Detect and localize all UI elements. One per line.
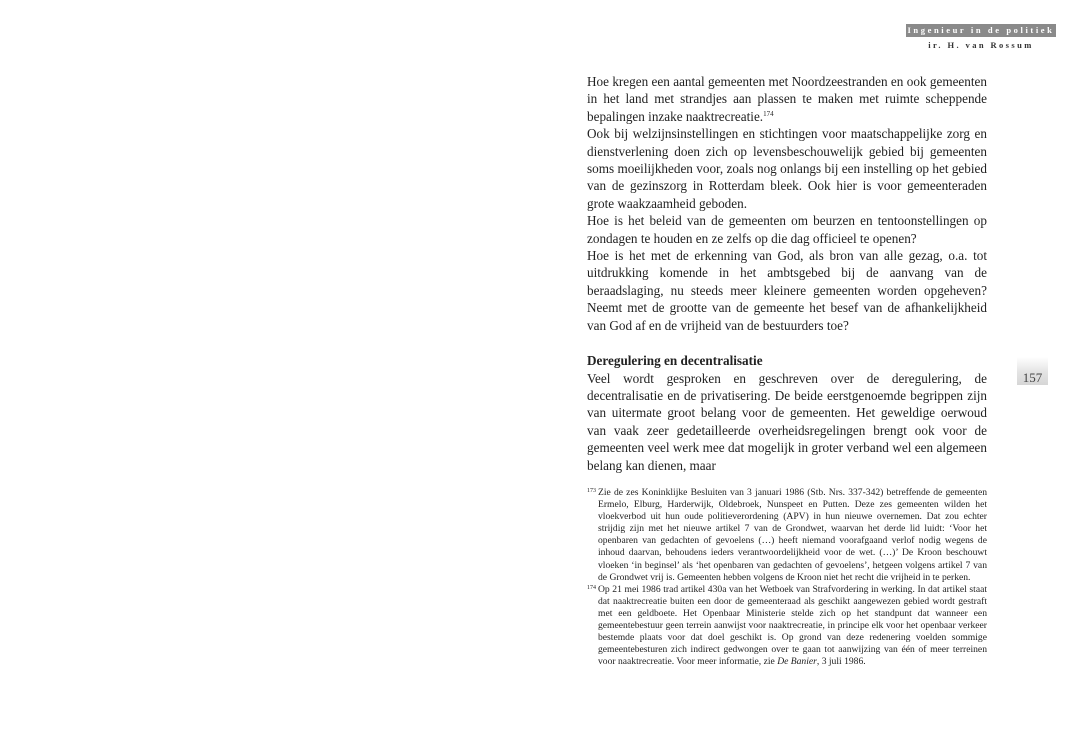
footnote-number: 174: [587, 584, 596, 591]
section-heading: Deregulering en decentralisatie: [587, 353, 763, 369]
footnote-date: , 3 juli 1986.: [816, 656, 866, 668]
main-text: [587, 73, 987, 474]
running-header: [906, 24, 1056, 51]
paragraph: Ook bij welzijnsinstellingen en stichtingen voor maatschappelijke zorg en dienstverlening doen zich op levensbeschouwelijk gebied bij gemeenten soms moeilijkheden voor, zoals nog onlangs bij een instelling op het gebied van de gezinszorg in Rotterdam bleek. Ook hier is voor gemeenteraden grote waakzaamheid geboden.: [587, 126, 987, 211]
footnote-text: Op 21 mei 1986 trad artikel 430a van het Wetboek van Strafvordering in werking. In dat artikel staat dat naaktrecreatie buiten een door de gemeenteraad als geschikt aangewezen gebied wordt gestraft met een geldboete. Het Openbaar Ministerie stelde zich op het standpunt dat wanneer een gemeentebestuur geen terrein aanwijst voor naaktrecreatie, in principe elk voor het openbaar verkeer bestemde plaats voor dat doel geschikt is. Op grond van deze redenering voelden sommige gemeentebesturen zich indirect gedwongen over te gaan tot aanwijzing van één of meer terreinen voor naaktrecreatie. Voor meer informatie, zie: [598, 583, 987, 668]
paragraph: Hoe is het beleid van de gemeenten om beurzen en tentoonstellingen op zondagen te houden en ze zelfs op die dag officieel te openen?: [587, 213, 987, 246]
footnote: [587, 584, 987, 669]
paragraph: Hoe is het met de erkenning van God, als bron van alle gezag, o.a. tot uitdrukking komende in het ambtsgebed bij de aanvang van de beraadslaging, nu steeds meer kleinere gemeenten worden opgeheven? Neemt met de grootte van de gemeente het besef van de afhankelijkheid van God af en de vrijheid van de bestuurders toe?: [587, 248, 987, 333]
author-name: ir. H. van Rossum: [928, 40, 1034, 50]
page-number: 157: [1017, 357, 1048, 385]
paragraph: Veel wordt gesproken en geschreven over de deregulering, de decentralisatie en de privatisering. De beide eerstgenoemde begrippen zijn van uitermate groot belang voor de gemeenten. Het geweldige oerwoud van vaak zeer gedetailleerde overheidsregelingen brengt ook voor de gemeenten veel werk mee dat mogelijk in groter verband wel een algemeen belang kan dienen, maar: [587, 370, 987, 473]
footnote: [587, 487, 987, 584]
footnote-text: Zie de zes Koninklijke Besluiten van 3 januari 1986 (Stb. Nrs. 337-342) betreffende de gemeenten Ermelo, Elburg, Harderwijk, Oldebroek, Nunspeet en Putten. Deze zes gemeenten wilden het vloekverbod uit hun oude politieverordening (APV) in hun nieuwe overnemen. Dat zou echter strijdig zijn met het nieuwe artikel 7 van de Grondwet, waarvan het derde lid luidt: ‘Voor het openbaren van gedachten of gevoelens (…) heeft niemand voorafgaand verlof nodig wegens de inhoud daarvan, behoudens ieders verantwoordelijkheid voor de wet. (…)’ De Kroon beschouwt vloeken ‘in beginsel’ als ‘het openbaren van gedachten of gevoelens’, hetgeen volgens artikel 7 van de Grondwet vrij is. Gemeenten hebben volgens de Kroon niet het recht die vrijheid in te perken.: [598, 487, 987, 583]
paragraph: Hoe kregen een aantal gemeenten met Noordzeestranden en ook gemeenten in het land met strandjes aan plassen te maken met ruimte scheppende bepalingen inzake naaktrecreatie.$^{174}$: [587, 74, 987, 124]
book-title: Ingenieur in de politiek: [907, 25, 1055, 35]
footnotes: [587, 487, 987, 668]
footnote-ref: 174: [763, 109, 774, 118]
footnote-source: De Banier: [777, 656, 817, 668]
footnote-number: 173: [587, 488, 596, 494]
